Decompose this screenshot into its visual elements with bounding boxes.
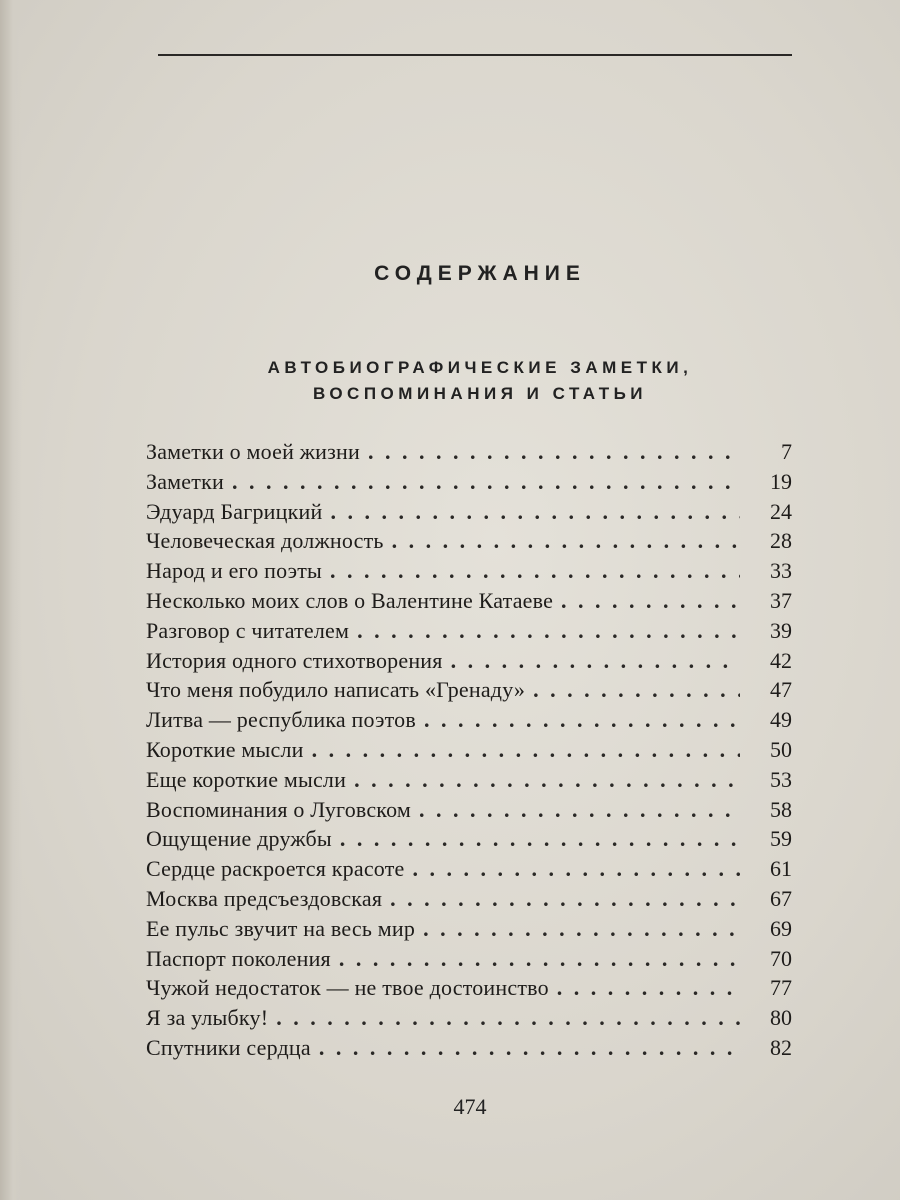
dot-leader — [412, 854, 740, 884]
toc-entry-title: Литва — республика поэтов — [146, 707, 416, 733]
toc-entry-title: Паспорт поколения — [146, 945, 331, 971]
dot-leader — [340, 824, 740, 854]
toc-entry-page: 42 — [770, 647, 792, 673]
toc-entry — [146, 914, 792, 944]
toc-entry-title: Я за улыбку! — [146, 1005, 269, 1031]
toc-entry-page: 61 — [770, 856, 792, 882]
toc-entry-page: 67 — [770, 885, 792, 911]
toc-entry-title: Воспоминания о Луговском — [146, 796, 411, 822]
toc-entry — [146, 795, 792, 825]
dot-leader — [357, 616, 740, 646]
toc-entry-page: 53 — [770, 766, 792, 792]
dot-leader — [533, 675, 740, 705]
toc-entry — [146, 1033, 792, 1063]
toc-entry — [146, 467, 792, 497]
toc-entry-title: Ощущение дружбы — [146, 826, 332, 852]
table-of-contents — [146, 437, 792, 1063]
toc-entry-page: 39 — [770, 617, 792, 643]
page-number: 474 — [453, 1094, 487, 1119]
dot-leader — [557, 973, 740, 1003]
toc-entry — [146, 616, 792, 646]
toc-entry-page: 69 — [770, 915, 792, 941]
section-title-line-2: ВОСПОМИНАНИЯ И СТАТЬИ — [312, 384, 648, 403]
toc-entry — [146, 824, 792, 854]
toc-entry-title: Заметки о моей жизни — [146, 439, 360, 464]
dot-leader — [424, 705, 740, 735]
toc-entry-title: Москва предсъездовская — [146, 885, 383, 911]
dot-leader — [354, 765, 740, 795]
toc-entry — [146, 497, 792, 527]
toc-entry-title: Разговор с читателем — [146, 617, 350, 643]
toc-entry-title: Короткие мысли — [146, 736, 304, 762]
toc-entry-title: Чужой недостаток — не твое достоинство — [146, 975, 549, 1001]
toc-entry — [146, 675, 792, 705]
toc-entry-title: Что меня побудило написать «Гренаду» — [146, 677, 526, 703]
toc-entry-title: Ее пульс звучит на весь мир — [146, 915, 416, 941]
toc-entry-page: 59 — [770, 826, 792, 852]
toc-entry-page: 82 — [770, 1034, 792, 1060]
toc-entry-page: 50 — [770, 736, 792, 762]
toc-entry-title: Заметки — [146, 468, 224, 494]
toc-entry-title: Сердце раскроется красоте — [146, 856, 405, 882]
toc-entry-page: 33 — [770, 558, 792, 584]
toc-entry-page: 28 — [770, 528, 792, 554]
toc-entry-page: 37 — [770, 587, 792, 613]
toc-entry — [146, 526, 792, 556]
toc-entry-page: 80 — [770, 1005, 792, 1031]
dot-leader — [319, 1033, 740, 1063]
toc-entry-title: Спутники сердца — [146, 1034, 311, 1060]
toc-entry — [146, 944, 792, 974]
toc-entry-title: История одного стихотворения — [146, 647, 443, 673]
dot-leader — [561, 586, 740, 616]
toc-entry — [146, 1003, 792, 1033]
dot-leader — [330, 497, 740, 527]
toc-entry-page: 47 — [770, 677, 792, 703]
toc-entry — [146, 586, 792, 616]
toc-entry-title: Эдуард Багрицкий — [146, 498, 323, 524]
dot-leader — [312, 735, 740, 765]
toc-entry-title: Еще короткие мысли — [146, 766, 347, 792]
toc-entry — [146, 646, 792, 676]
toc-entry-page: 49 — [770, 707, 792, 733]
toc-entry-page: 58 — [770, 796, 792, 822]
toc-entry-title: Человеческая должность — [146, 528, 384, 554]
toc-entry — [146, 854, 792, 884]
toc-entry — [146, 765, 792, 795]
top-rule — [158, 54, 792, 56]
dot-leader — [423, 914, 740, 944]
toc-entry-title: Несколько моих слов о Валентине Катаеве — [146, 587, 554, 613]
page-title: СОДЕРЖАНИЕ — [374, 262, 586, 285]
toc-entry — [146, 884, 792, 914]
dot-leader — [368, 437, 740, 467]
gutter-shadow — [0, 0, 22, 1200]
dot-leader — [330, 556, 740, 586]
toc-entry-page: 70 — [770, 945, 792, 971]
dot-leader — [276, 1003, 740, 1033]
toc-entry-page: 24 — [770, 498, 792, 524]
toc-entry-page: 77 — [770, 975, 792, 1001]
toc-entry — [146, 437, 792, 467]
toc-entry — [146, 735, 792, 765]
section-title-line-1: АВТОБИОГРАФИЧЕСКИЕ ЗАМЕТКИ, — [267, 358, 693, 377]
dot-leader — [451, 646, 740, 676]
dot-leader — [232, 467, 740, 497]
toc-entry-page: 7 — [781, 439, 792, 464]
dot-leader — [392, 526, 740, 556]
toc-entry — [146, 973, 792, 1003]
dot-leader — [339, 944, 740, 974]
toc-entry — [146, 705, 792, 735]
dot-leader — [390, 884, 740, 914]
dot-leader — [419, 795, 740, 825]
toc-entry — [146, 556, 792, 586]
toc-entry-page: 19 — [770, 468, 792, 494]
toc-entry-title: Народ и его поэты — [146, 558, 323, 584]
